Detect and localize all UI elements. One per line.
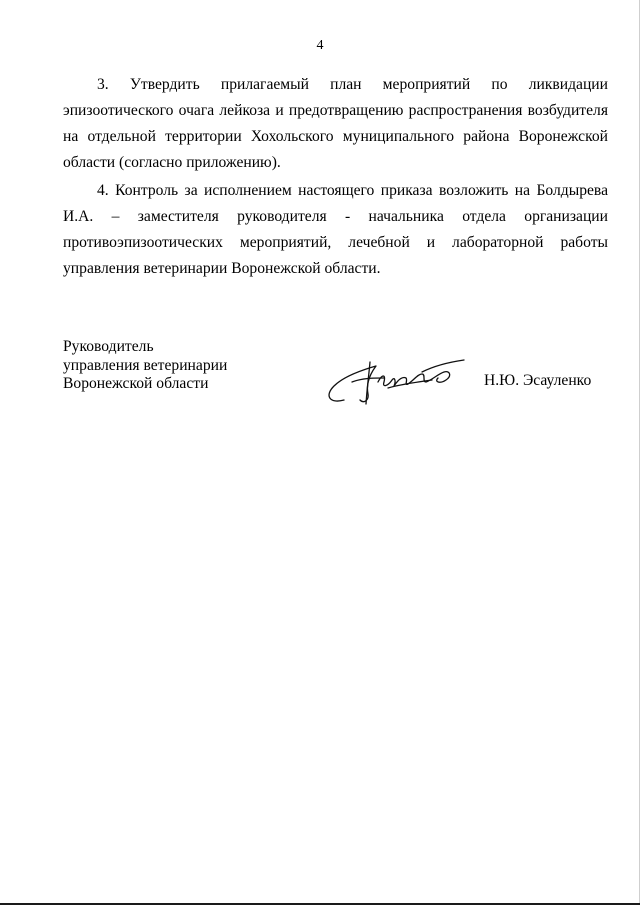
paragraph-text: 3. Утвердить прилагаемый план мероприятий по ликвидации эпизоотического очага лейкоза и предотвращению распространения возбудителя на отдельной территории Хохольского муниципального района Воронежской области (согласно приложению). [63,76,608,171]
signer-name: Н.Ю. Эсауленко [484,372,592,389]
paragraph-item-3 [63,72,608,176]
paragraph-item-4 [63,178,608,282]
handwritten-signature [322,348,472,408]
position-line: управления ветеринарии [63,356,228,374]
position-line: Руководитель [63,338,154,355]
page-number: 4 [316,38,324,53]
paragraph-text: 4. Контроль за исполнением настоящего приказа возложить на Болдырева И.А. – заместителя руководителя - начальника отдела организации противоэпизоотических мероприятий, лечебной и лабораторной работы управления ветеринарии Воронежской области. [63,182,608,277]
signatory-position [63,338,227,394]
position-line: Воронежской области [63,375,209,392]
